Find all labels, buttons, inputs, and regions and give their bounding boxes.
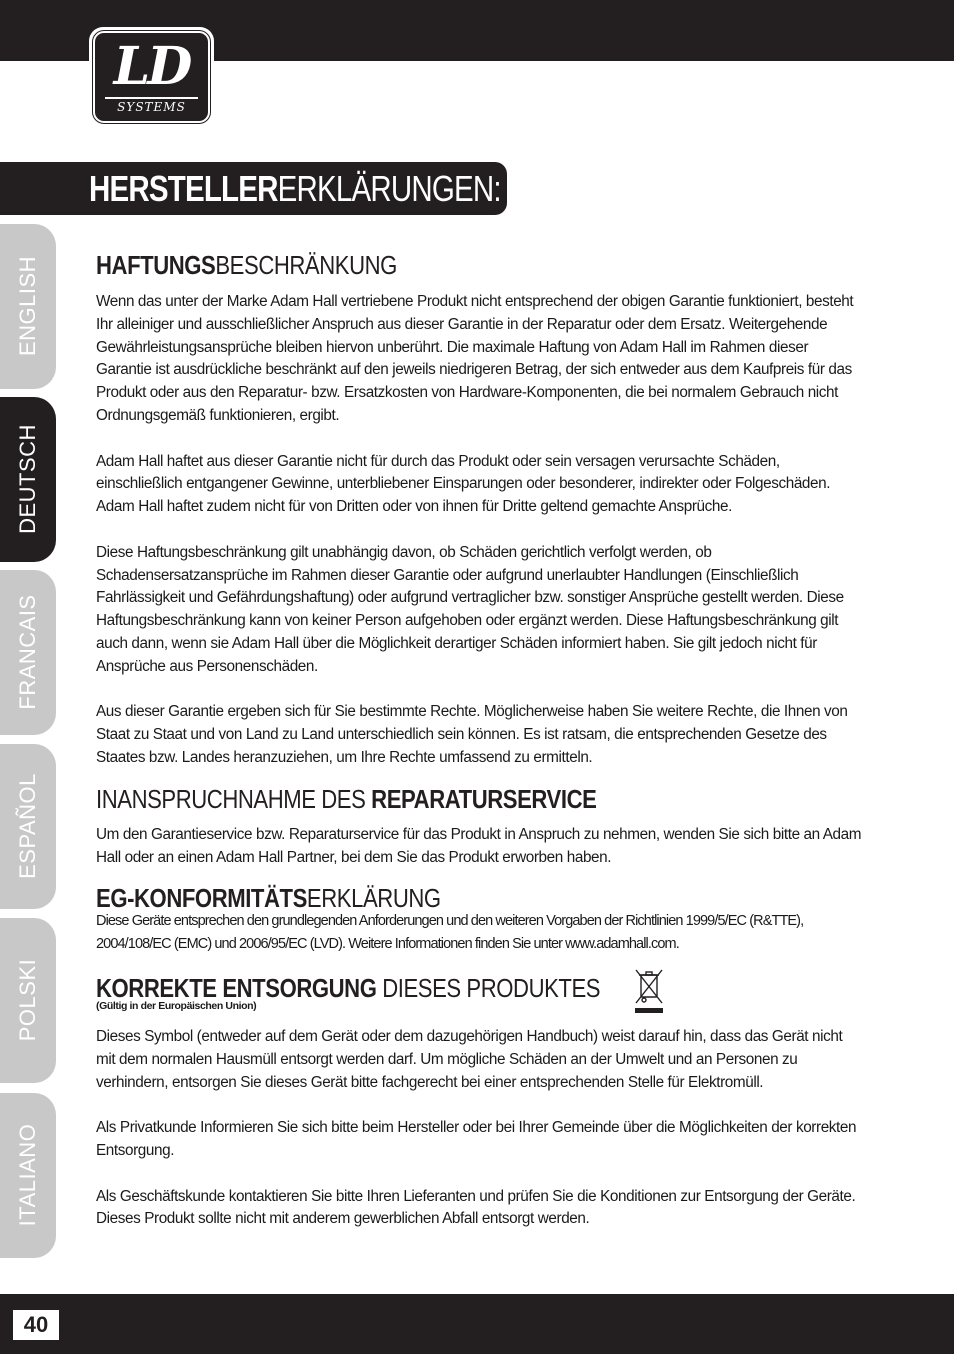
disposal-paragraph-2: Als Privatkunde Informieren Sie sich bitte beim Hersteller oder bei Ihrer Gemeinde über die Möglichkeiten der korrekten Entsorgung.: [96, 1119, 857, 1159]
liability-paragraph-2: Adam Hall haftet aus dieser Garantie nicht für durch das Produkt oder sein versagen verursachte Schäden, einschließlich entgangener Gewinne, unterbliebener Einsparungen oder besonderer, indirekter oder Folgeschäden. Adam Hall haftet zudem nicht für von Dritten oder von ihnen für Dritte geltend gemachte Ansprüche.: [96, 452, 831, 516]
section-heading-repair: INANSPRUCHNAHME DES REPARATURSERVICE: [96, 783, 597, 814]
logo-divider: [105, 97, 198, 99]
disposal-paragraph-3: Als Geschäftskunde kontaktieren Sie bitte Ihren Lieferanten und prüfen Sie die Konditionen zur Entsorgung der Geräte. Dieses Produkt sollte nicht mit anderem gewerblichen Abfall entsorgt werden.: [96, 1187, 856, 1228]
crossed-out-wheelie-bin-icon: [632, 967, 666, 1013]
tab-label: POLSKI: [15, 958, 40, 1042]
tab-label: DEUTSCH: [15, 424, 40, 534]
tab-label: ENGLISH: [15, 255, 40, 357]
liability-paragraph-1: Wenn das unter der Marke Adam Hall vertriebene Produkt nicht entsprechend der obigen Garantie funktioniert, besteht Ihr alleiniger und ausschließlicher Anspruch aus dieser Garantie in der Reparatur oder dem Ersatz. Weitergehende Gewährleistungsansprüche bleiben hiervon unberührt. Die maximale Haftung von Adam Hall im Rahmen dieser Garantie ist ausdrückliche beschränkt auf den jeweils niedrigeren Betrag, der sich entweder aus dem Kaufpreis für das Produkt oder aus den Reparatur- bzw. Ersatzkosten von Hardware-Komponenten, die bei normalem Gebrauch nicht Ordnungsgemäß funktionieren, ergibt.: [96, 293, 854, 424]
tab-espanol[interactable]: [0, 744, 56, 909]
tab-deutsch[interactable]: [0, 397, 56, 562]
liability-paragraph-3: Diese Haftungsbeschränkung gilt unabhängig davon, ob Schäden gerichtlich verfolgt werden, ob Schadensersatzansprüche im Rahmen dieser Garantie oder aufgrund unerlaubter Handlungen (Einschließlich Fahrlässigkeit und Gefährdungshaftung) oder aufgrund vertraglicher bzw. sonstiger Ansprüche gestellt werden. Diese Haftungsbeschränkung kann von keiner Person aufgehoben oder ergänzt werden. Diese Haftungsbeschränkung gilt auch dann, wenn sie Adam Hall über die Möglichkeit derartiger Schäden informiert haben. Sie gilt jedoch nicht für Ansprüche aus Personenschäden.: [96, 543, 844, 675]
bottom-bar: [0, 1294, 954, 1354]
logo-subtext: SYSTEMS: [117, 100, 186, 114]
page-number: 40: [13, 1310, 59, 1340]
section-heading-disposal: KORREKTE ENTSORGUNG DIESES PRODUKTES: [96, 972, 601, 1003]
section-heading-liability: HAFTUNGSBESCHRÄNKUNG: [96, 250, 397, 280]
main-content: [96, 250, 862, 1231]
tab-label: ITALIANO: [15, 1123, 40, 1227]
ld-systems-logo: [89, 27, 214, 127]
tab-english[interactable]: [0, 224, 56, 389]
tab-label: FRANCAIS: [15, 594, 40, 710]
logo-text: LD: [113, 36, 190, 97]
tab-label: ESPAÑOL: [15, 773, 40, 879]
disposal-eu-note: (Gültig in der Europäischen Union): [96, 999, 257, 1012]
tab-polski[interactable]: [0, 918, 56, 1083]
title-bar: [0, 162, 507, 215]
repair-paragraph: Um den Garantieservice bzw. Reparaturservice für das Produkt in Anspruch zu nehmen, wenden Sie sich bitte an Adam Hall oder an einen Adam Hall Partner, bei dem Sie das Produkt erworben haben.: [96, 825, 862, 866]
conformity-paragraph: Diese Geräte entsprechen den grundlegenden Anforderungen und den weiteren Vorgaben der Richtlinien 1999/5/EC (R&TTE), 2004/108/EC (EMC) und 2006/95/EC (LVD). Weitere Informationen finden Sie unter www.adamhall.com.: [96, 913, 804, 953]
disposal-paragraph-1: Dieses Symbol (entweder auf dem Gerät oder dem dazugehörigen Handbuch) weist darauf hin, dass das Gerät nicht mit dem normalen Hausmüll entsorgt werden darf. Um mögliche Schäden an der Umwelt und an Personen zu verhindern, entsorgen Sie dieses Gerät bitte fachgerecht bei einer entsprechenden Stelle für Elektromüll.: [96, 1027, 843, 1091]
section-heading-conformity: EG-KONFORMITÄTSERKLÄRUNG: [96, 883, 441, 914]
page-title: HERSTELLERERKLÄRUNGEN:: [89, 168, 501, 209]
tab-francais[interactable]: [0, 570, 56, 735]
liability-paragraph-4: Aus dieser Garantie ergeben sich für Sie bestimmte Rechte. Möglicherweise haben Sie weitere Rechte, die Ihnen von Staat zu Staat und von Land zu Land unterschiedlich sein können. Es ist ratsam, die entsprechenden Gesetze des Staates bzw. Landes heranzuziehen, um Ihre Rechte umfassend zu ermitteln.: [96, 703, 848, 766]
tab-italiano[interactable]: [0, 1093, 56, 1258]
